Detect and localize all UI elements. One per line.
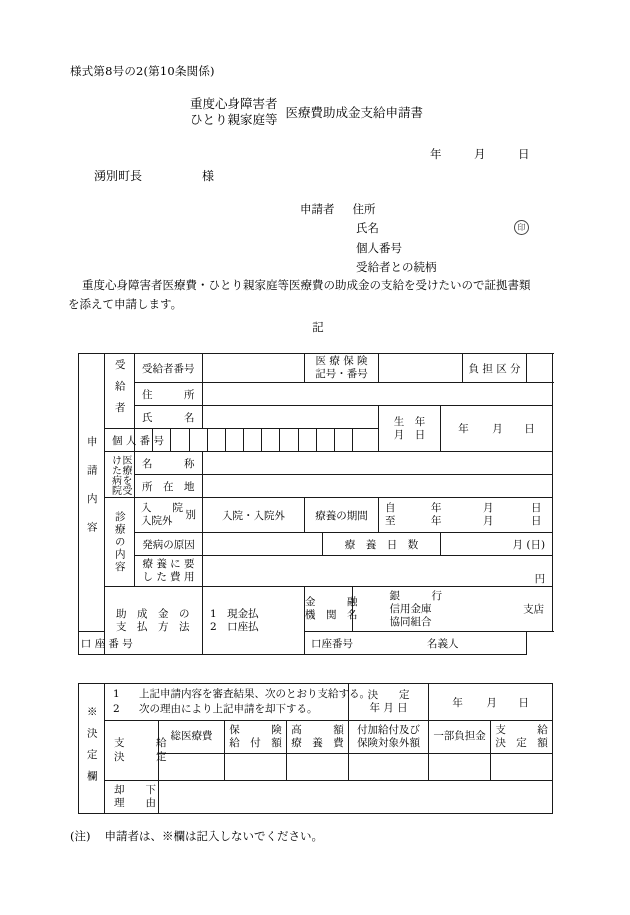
col-header-decided-amount-l2: 決 定 額 bbox=[495, 737, 548, 749]
period-to-month: 月 bbox=[483, 515, 494, 528]
spine-application-content-label: 申請内容 bbox=[85, 435, 98, 550]
label-treatment-period bbox=[305, 498, 379, 533]
label-burden-class-text: 負 担 区 分 bbox=[468, 362, 521, 375]
decision-date-day: 日 bbox=[518, 696, 529, 709]
col-header-high-cost bbox=[287, 721, 349, 754]
label-disease-cause bbox=[135, 533, 203, 556]
applicant-name-row bbox=[300, 219, 526, 238]
bank-type-bank[interactable]: 銀 行 bbox=[389, 590, 443, 603]
label-hospital-name bbox=[135, 452, 203, 475]
col-header-copayment bbox=[429, 721, 491, 754]
col-header-decided-amount bbox=[491, 721, 553, 754]
value-decided-amount[interactable] bbox=[491, 754, 553, 781]
field-treatment-cost[interactable] bbox=[203, 556, 553, 587]
label-account-number-text: 口 座 番 号 bbox=[80, 637, 133, 650]
field-burden-class[interactable] bbox=[527, 354, 553, 383]
decision-statement-2[interactable] bbox=[113, 702, 348, 717]
form-title-subject bbox=[190, 96, 278, 128]
label-recipient-address bbox=[135, 383, 203, 406]
field-treatment-days[interactable] bbox=[441, 533, 553, 556]
table-row-cause bbox=[79, 533, 553, 556]
decision-statement-2-text: 次の理由により上記申請を却下する。 bbox=[139, 703, 318, 715]
label-treatment-cost-line1: 療 養 に 要 bbox=[142, 558, 195, 571]
label-branch: 支店 bbox=[523, 603, 545, 616]
table-row-payment-method bbox=[79, 587, 553, 632]
applicant-relationship-label: 受給者との続柄 bbox=[356, 259, 437, 274]
label-treatment-period-text: 療養の期間 bbox=[315, 509, 368, 522]
field-disease-cause[interactable] bbox=[203, 533, 323, 556]
decision-statement-2-num: 2 bbox=[113, 703, 120, 715]
label-payment-decision-line2: 決 定 bbox=[114, 750, 167, 763]
decision-statement-1-text: 上記申請内容を審査結果、次のとおり支給する。 bbox=[139, 687, 370, 700]
field-admission-kind[interactable] bbox=[203, 498, 305, 533]
period-to-row bbox=[379, 515, 552, 529]
label-payment-method-line2: 支 払 方 法 bbox=[116, 620, 190, 633]
period-from-year: 年 bbox=[431, 501, 442, 514]
spine-recipient-label: 受給者 bbox=[113, 358, 126, 424]
applicant-relationship-row bbox=[300, 258, 437, 277]
birthdate-year: 年 bbox=[458, 423, 469, 436]
filing-date-day: 日 bbox=[518, 147, 530, 161]
decision-amount-header-row bbox=[79, 721, 553, 754]
spine-hospital-right: 医療を受 bbox=[120, 454, 131, 495]
applicant-label: 申請者 bbox=[300, 202, 335, 216]
col-header-additional-benefit-l1: 付加給付及び bbox=[357, 723, 421, 736]
field-bank-name[interactable] bbox=[353, 587, 553, 632]
spine-application-content bbox=[79, 354, 105, 632]
col-header-total-medical-l1: 総医療費 bbox=[170, 730, 213, 743]
payment-option-cash[interactable]: 1 現金払 bbox=[210, 607, 259, 620]
decision-date-year: 年 bbox=[452, 696, 463, 709]
col-header-high-cost-l1: 高 額 bbox=[291, 723, 344, 736]
label-reject-reason-line2: 理 由 bbox=[114, 797, 156, 809]
period-from-label: 自 bbox=[385, 501, 396, 514]
value-total-medical[interactable] bbox=[159, 754, 225, 781]
label-recipient-number-text: 受給者番号 bbox=[142, 362, 195, 375]
decision-table bbox=[78, 683, 553, 814]
col-header-high-cost-l2: 療 養 費 bbox=[291, 737, 344, 749]
decision-reject-row bbox=[79, 781, 553, 814]
form-title-line1: 重度心身障害者 bbox=[190, 96, 278, 111]
label-reject-reason-line1: 却 下 bbox=[114, 783, 156, 796]
spine-treatment-content bbox=[105, 498, 135, 587]
label-burden-class bbox=[463, 354, 527, 383]
label-admission-kind bbox=[135, 498, 203, 533]
col-header-total-medical bbox=[159, 721, 225, 754]
statement-ki: 記 bbox=[312, 320, 324, 334]
form-title-line2: ひとり親家庭等 bbox=[190, 112, 278, 127]
field-decision-date[interactable] bbox=[429, 684, 553, 721]
period-to-day: 日 bbox=[531, 515, 542, 528]
field-reject-reason[interactable] bbox=[159, 781, 553, 814]
col-header-copayment-l1: 一部負担金 bbox=[433, 730, 486, 743]
label-hospital-location-text: 所 在 地 bbox=[142, 480, 195, 493]
applicant-address-row bbox=[300, 200, 437, 219]
label-admission-line2: 入院外 bbox=[141, 515, 173, 528]
label-admission-kind-char: 別 bbox=[185, 509, 196, 522]
value-high-cost[interactable] bbox=[287, 754, 349, 781]
field-recipient-address[interactable] bbox=[203, 383, 553, 406]
bank-type-shinkin[interactable]: 信用金庫 bbox=[389, 602, 432, 615]
period-from-row bbox=[379, 502, 552, 516]
account-holder-label: 名義人 bbox=[427, 637, 459, 650]
col-header-additional-benefit bbox=[349, 721, 429, 754]
col-header-insurance-benefit bbox=[225, 721, 287, 754]
label-recipient-address-text: 住 所 bbox=[142, 388, 195, 401]
decision-statements bbox=[105, 684, 370, 721]
applicant-name-label: 氏名 bbox=[356, 221, 379, 236]
spine-hospital-left: けた病院 bbox=[109, 454, 121, 495]
value-copayment[interactable] bbox=[429, 754, 491, 781]
account-number-inner-label: 口座番号 bbox=[311, 637, 354, 650]
label-insurance-line1: 医 療 保 険 bbox=[315, 355, 368, 367]
form-title bbox=[190, 96, 423, 128]
label-treatment-days-text: 療 養 日 数 bbox=[344, 538, 419, 551]
table-row-recipient-name bbox=[79, 406, 553, 429]
label-bank-name bbox=[305, 587, 358, 632]
field-insurance-symbol[interactable] bbox=[379, 354, 463, 383]
period-from-month: 月 bbox=[483, 501, 494, 514]
birthdate-month: 月 bbox=[492, 423, 503, 436]
addressee-honorific: 様 bbox=[202, 169, 215, 183]
decision-date-month: 月 bbox=[486, 696, 497, 709]
spine-recipient bbox=[105, 354, 135, 429]
value-additional-benefit[interactable] bbox=[349, 754, 429, 781]
statement-line2: を添えて申請します。 bbox=[68, 296, 183, 311]
filing-date-month: 月 bbox=[474, 147, 486, 161]
col-header-insurance-benefit-l1: 保 険 bbox=[229, 723, 282, 736]
label-hospital-location bbox=[135, 475, 203, 498]
table-row-hospital-location bbox=[79, 475, 553, 498]
statement-block bbox=[68, 276, 568, 334]
birthdate-day: 日 bbox=[524, 423, 535, 436]
label-hospital-name-text: 名 称 bbox=[142, 457, 195, 470]
label-birthdate bbox=[379, 406, 441, 452]
label-recipient-name-text: 氏 名 bbox=[142, 411, 195, 424]
addressee bbox=[94, 167, 214, 184]
field-recipient-name[interactable] bbox=[203, 406, 379, 429]
period-from-day: 日 bbox=[531, 501, 542, 514]
label-birthdate-line2: 月 日 bbox=[393, 428, 426, 441]
label-recipient-number bbox=[135, 354, 203, 383]
payment-option-transfer[interactable]: 2 口座払 bbox=[210, 620, 259, 633]
label-payment-decision-line1: 支 給 bbox=[114, 737, 167, 750]
period-to-year: 年 bbox=[431, 515, 442, 528]
application-table bbox=[78, 353, 553, 655]
addressee-name: 湧別町長 bbox=[94, 169, 143, 183]
table-row-hospital-name bbox=[79, 452, 553, 475]
footer-note-text: 申請者は、※欄は記入しないでください。 bbox=[104, 829, 323, 843]
form-title-main: 医療費助成金支給申請書 bbox=[285, 105, 424, 120]
field-account-number[interactable] bbox=[305, 632, 527, 655]
table-row-cost bbox=[79, 556, 553, 587]
spine-hospital bbox=[105, 452, 135, 498]
field-recipient-number[interactable] bbox=[203, 354, 305, 383]
decision-statement-1-num: 1 bbox=[113, 687, 120, 700]
spine-decision-label: ※決定欄 bbox=[85, 705, 98, 792]
period-to-label: 至 bbox=[385, 515, 396, 528]
label-recipient-mynumber-text: 個 人 番 号 bbox=[112, 434, 165, 447]
spine-decision bbox=[79, 684, 105, 814]
table-row-recipient-address bbox=[79, 383, 553, 406]
mynumber-cell-grid[interactable] bbox=[135, 429, 352, 451]
label-insurance-symbol bbox=[305, 354, 379, 383]
label-payment-decision bbox=[105, 721, 167, 781]
applicant-mynumber-row bbox=[300, 239, 437, 258]
col-header-additional-benefit-l2: 保険対象外額 bbox=[357, 737, 421, 749]
label-birthdate-line1: 生 年 bbox=[393, 415, 426, 428]
value-insurance-benefit[interactable] bbox=[225, 754, 287, 781]
applicant-mynumber-label: 個人番号 bbox=[356, 240, 402, 255]
footer-note bbox=[70, 828, 323, 844]
label-bank-name-line2: 機 関 名 bbox=[305, 609, 358, 622]
label-treatment-days bbox=[323, 533, 441, 556]
field-treatment-period[interactable] bbox=[379, 498, 553, 533]
seal-icon: 印 bbox=[514, 220, 529, 235]
col-header-decided-amount-l1: 支 給 bbox=[495, 723, 548, 736]
label-treatment-cost bbox=[135, 556, 203, 587]
applicant-address-label: 住所 bbox=[352, 202, 376, 216]
label-insurance-line2: 記号・番号 bbox=[315, 368, 368, 381]
field-recipient-mynumber[interactable] bbox=[135, 429, 353, 452]
field-hospital-location[interactable] bbox=[203, 475, 553, 498]
footer-note-marker: (注) bbox=[70, 829, 91, 843]
field-admission-kind-text: 入院・入院外 bbox=[222, 509, 285, 522]
table-row-admission bbox=[79, 498, 553, 533]
payment-method-options[interactable] bbox=[203, 587, 305, 655]
treatment-days-unit: 月 (日) bbox=[512, 538, 546, 551]
label-disease-cause-text: 発病の原因 bbox=[142, 538, 195, 551]
decision-statement-row bbox=[79, 684, 553, 721]
filing-date-year: 年 bbox=[430, 147, 442, 161]
label-recipient-mynumber bbox=[105, 429, 165, 452]
label-admission-line1: 入 院 bbox=[141, 502, 183, 515]
label-bank-name-line1: 金 融 bbox=[305, 596, 358, 609]
label-decision-date-line2: 年 月 日 bbox=[369, 702, 408, 714]
spine-treatment-content-label: 診療の内容 bbox=[113, 511, 126, 574]
decision-statement-1[interactable] bbox=[113, 687, 370, 702]
label-recipient-name bbox=[135, 406, 203, 429]
label-treatment-cost-line2: し た 費 用 bbox=[142, 571, 195, 584]
label-decision-date-line1: 決 定 bbox=[367, 688, 410, 701]
treatment-cost-unit: 円 bbox=[534, 572, 546, 585]
bank-type-coop[interactable]: 協同組合 bbox=[389, 615, 432, 628]
label-reject-reason bbox=[105, 781, 159, 814]
field-birthdate[interactable] bbox=[441, 406, 553, 452]
label-decision-date bbox=[349, 684, 429, 721]
label-account-number bbox=[79, 632, 135, 655]
statement-line1: 重度心身障害者医療費・ひとり親家庭等医療費の助成金の支給を受けたいので証拠書類 bbox=[82, 278, 531, 292]
col-header-insurance-benefit-l2: 給 付 額 bbox=[229, 737, 282, 749]
applicant-block bbox=[300, 200, 526, 277]
label-payment-method-line1: 助 成 金 の bbox=[116, 607, 190, 620]
field-hospital-name[interactable] bbox=[203, 452, 553, 475]
form-number: 様式第8号の2(第10条関係) bbox=[70, 64, 215, 78]
filing-date bbox=[430, 146, 530, 162]
